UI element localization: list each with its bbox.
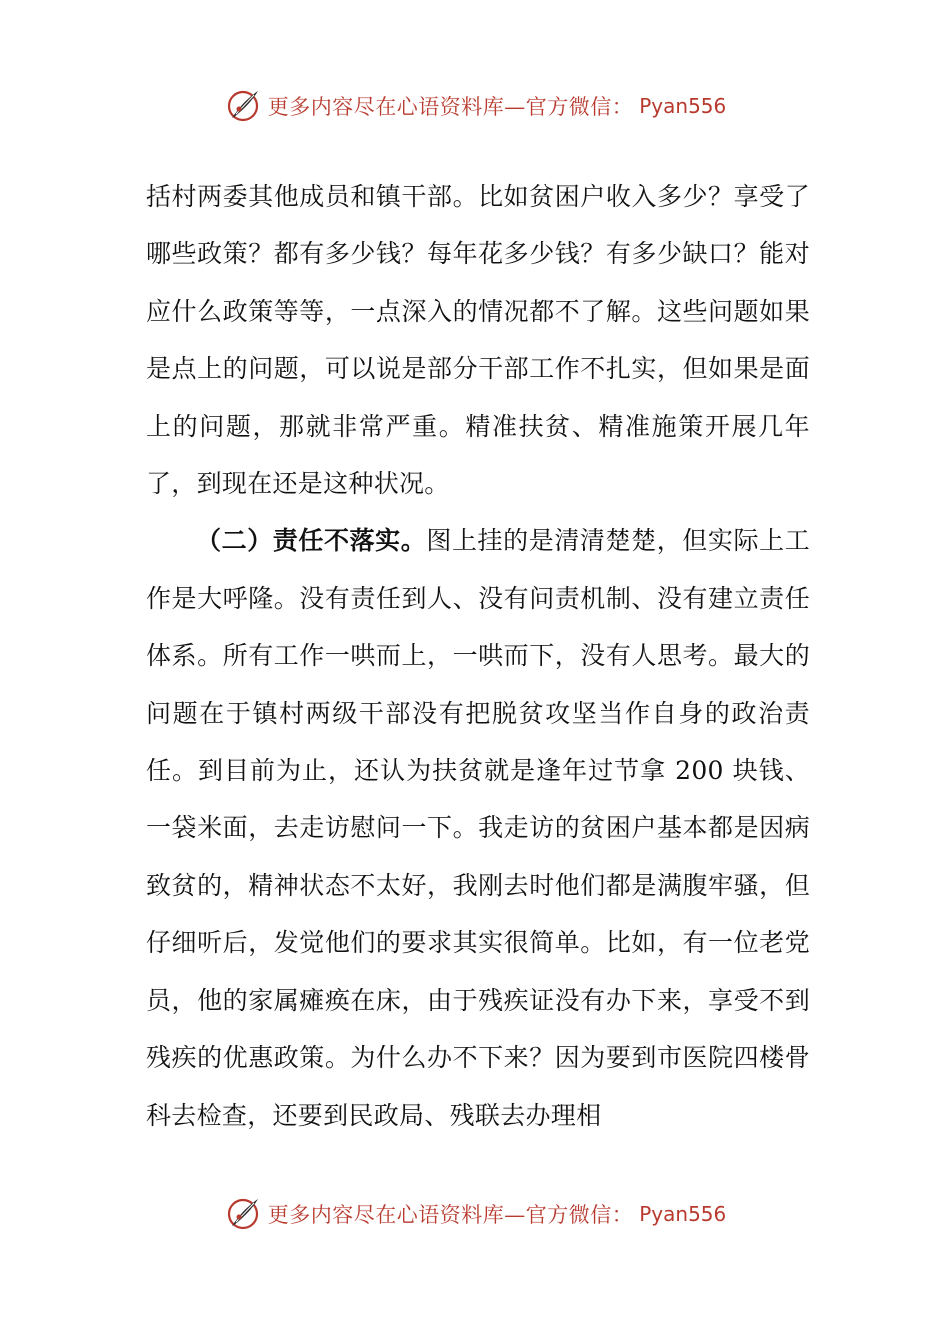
paragraph: 括村两委其他成员和镇干部。比如贫困户收入多少？享受了哪些政策？都有多少钱？每年花多少钱？有多少缺口？能对应什么政策等等，一点深入的情况都不了解。这些问题如果是点上的问题，可以说是部分干部工作不扎实，但如果是面上的问题，那就非常严重。精准扶贫、精准施策开展几年了，到现在还是这种状况。: [146, 182, 810, 499]
quill-pen-logo-icon: [224, 87, 262, 125]
banner-text: 更多内容尽在心语资料库—官方微信：: [267, 1203, 634, 1227]
wechat-id: Pyan556: [639, 1202, 727, 1226]
quill-pen-logo-icon: [224, 1195, 262, 1233]
wechat-id: Pyan556: [639, 94, 727, 118]
document-body: [146, 168, 810, 1144]
paragraph-text: 图上挂的是清清楚楚，但实际上工作是大呼隆。没有责任到人、没有问责机制、没有建立责任体系。所有工作一哄而上，一哄而下，没有人思考。最大的问题在于镇村两级干部没有把脱贫攻坚当作自身的政治责任。到目前为止，还认为扶贫就是逢年过节拿 200 块钱、一袋米面，去走访慰问一下。我走访的贫困户基本都是因病致贫的，精神状态不太好，我刚去时他们都是满腹牢骚，但仔细听后，发觉他们的要求其实很简单。比如，有一位老党员，他的家属瘫痪在床，由于残疾证没有办下来，享受不到残疾的优惠政策。为什么办不下来？因为要到市医院四楼骨科去检查，还要到民政局、残联去办理相: [146, 526, 810, 1130]
banner-text: 更多内容尽在心语资料库—官方微信：: [267, 95, 634, 119]
paragraph: [146, 512, 810, 1143]
section-heading: （二）责任不落实。: [196, 526, 427, 556]
footer-banner: [0, 1192, 950, 1236]
header-banner: [0, 84, 950, 128]
